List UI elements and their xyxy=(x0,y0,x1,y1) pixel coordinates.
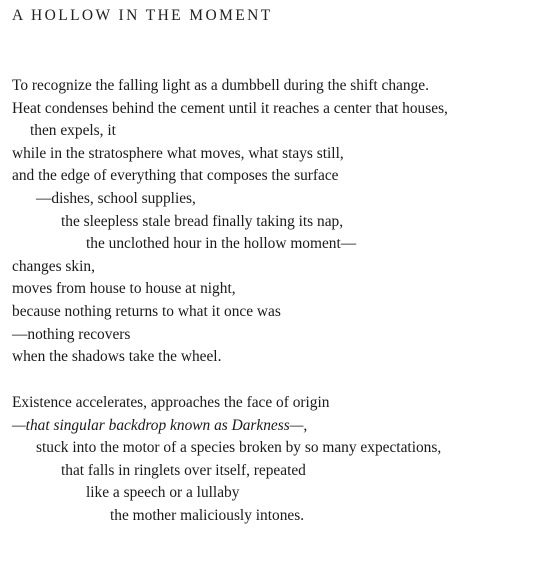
poem-line: then expels, it xyxy=(30,122,116,140)
poem-line: the sleepless stale bread finally taking its nap, xyxy=(61,212,344,230)
poem-line-italic: —that singular backdrop known as Darkness—, xyxy=(12,416,308,434)
poem-line: because nothing returns to what it once was xyxy=(12,302,281,320)
poem-line: moves from house to house at night, xyxy=(12,280,236,298)
stanza-1 xyxy=(12,75,448,369)
poem-line: —nothing recovers xyxy=(12,325,131,343)
poem-line: stuck into the motor of a species broken by so many expectations, xyxy=(36,439,442,457)
poem-title: A HOLLOW IN THE MOMENT xyxy=(12,7,273,24)
poem-line: the unclothed hour in the hollow moment— xyxy=(86,235,357,253)
poem-line: Existence accelerates, approaches the face of origin xyxy=(12,394,330,411)
poem-line: while in the stratosphere what moves, what stays still, xyxy=(12,144,344,162)
poem-line: and the edge of everything that composes the surface xyxy=(12,167,339,185)
poem-line: that falls in ringlets over itself, repeated xyxy=(61,461,306,479)
poem-line: like a speech or a lullaby xyxy=(86,484,240,502)
poem-line: changes skin, xyxy=(12,257,95,275)
poem-line: Heat condenses behind the cement until it reaches a center that houses, xyxy=(12,99,448,117)
poem-line: when the shadows take the wheel. xyxy=(12,348,222,366)
stanza-2 xyxy=(12,392,441,528)
poem-line: the mother maliciously intones. xyxy=(110,506,305,524)
poem-line: To recognize the falling light as a dumbbell during the shift change. xyxy=(12,77,429,94)
poem-line: —dishes, school supplies, xyxy=(36,189,196,207)
